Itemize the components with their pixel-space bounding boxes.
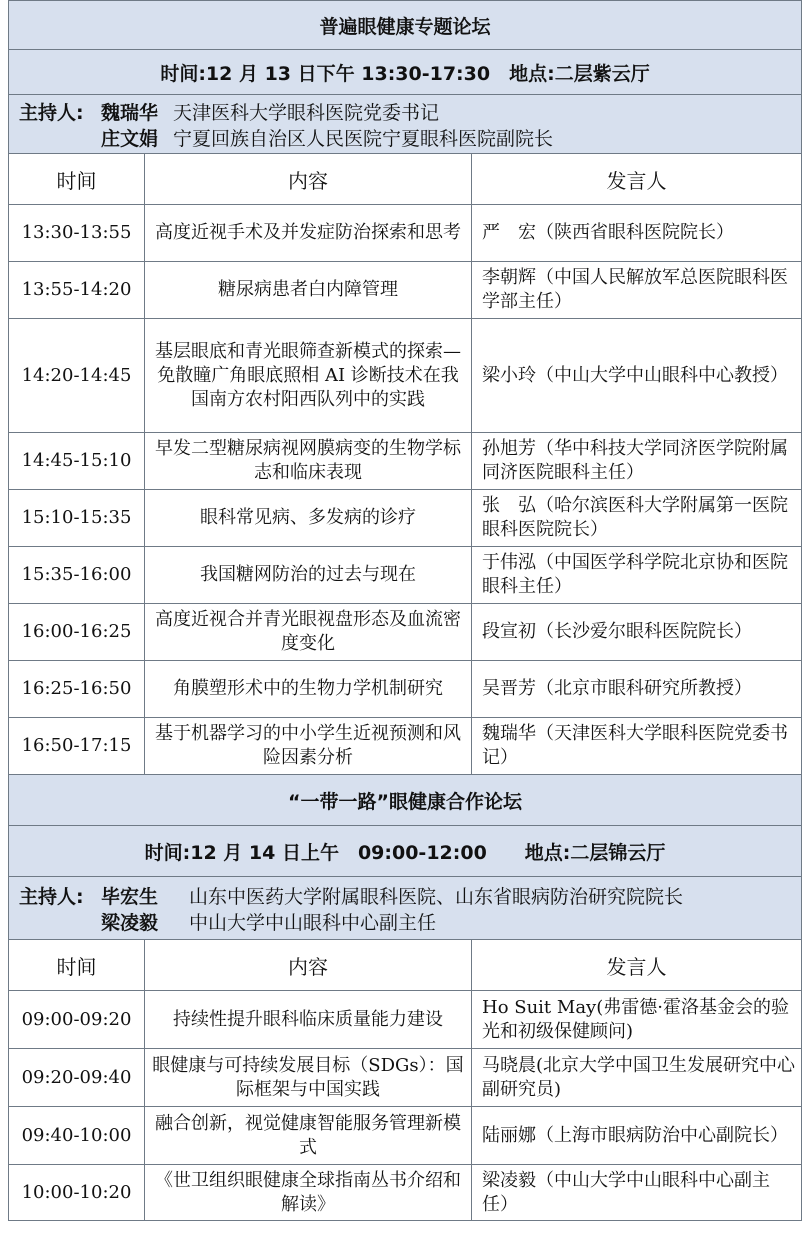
session-time: 15:10-15:35 [9, 490, 145, 547]
column-header-speaker: 发言人 [472, 154, 802, 205]
session-speaker: Ho Suit May(弗雷德·霍洛基金会的验光和初级保健顾问) [472, 991, 802, 1049]
session-time: 09:40-10:00 [9, 1107, 145, 1165]
session-content: 我国糖网防治的过去与现在 [145, 547, 472, 604]
session-speaker: 李朝辉（中国人民解放军总医院眼科医学部主任） [472, 262, 802, 319]
table-row [9, 205, 802, 262]
session-time: 14:20-14:45 [9, 319, 145, 433]
host-title: 天津医科大学眼科医院党委书记 [173, 101, 440, 124]
session-time: 10:00-10:20 [9, 1165, 145, 1221]
host-name: 魏瑞华 [101, 101, 159, 124]
forum2-hosts [9, 877, 802, 940]
session-speaker: 严 宏（陕西省眼科医院院长） [472, 205, 802, 262]
host-name: 梁凌毅 [101, 911, 159, 934]
table-row [9, 319, 802, 433]
session-time: 16:25-16:50 [9, 661, 145, 718]
forum1-title: 普遍眼健康专题论坛 [9, 1, 802, 50]
session-content: 角膜塑形术中的生物力学机制研究 [145, 661, 472, 718]
column-header-time: 时间 [9, 154, 145, 205]
session-content: 融合创新，视觉健康智能服务管理新模式 [145, 1107, 472, 1165]
session-speaker: 段宣初（长沙爱尔眼科医院院长） [472, 604, 802, 661]
session-content: 眼科常见病、多发病的诊疗 [145, 490, 472, 547]
forum2-header-row [9, 940, 802, 991]
session-content: 基层眼底和青光眼筛查新模式的探索—免散瞳广角眼底照相 AI 诊断技术在我国南方农村阳西队列中的实践 [145, 319, 472, 433]
host-title: 宁夏回族自治区人民医院宁夏眼科医院副院长 [173, 127, 554, 150]
forum1-header-row [9, 154, 802, 205]
table-row [9, 490, 802, 547]
host-name: 庄文娟 [101, 127, 159, 150]
session-content: 基于机器学习的中小学生近视预测和风险因素分析 [145, 718, 472, 775]
session-speaker: 张 弘（哈尔滨医科大学附属第一医院眼科医院院长） [472, 490, 802, 547]
table-row [9, 1165, 802, 1221]
host-title: 中山大学中山眼科中心副主任 [189, 911, 437, 934]
session-time: 15:35-16:00 [9, 547, 145, 604]
column-header-content: 内容 [145, 940, 472, 991]
session-speaker: 梁小玲（中山大学中山眼科中心教授） [472, 319, 802, 433]
schedule-table [8, 0, 802, 1221]
table-row [9, 661, 802, 718]
session-content: 糖尿病患者白内障管理 [145, 262, 472, 319]
session-time: 13:30-13:55 [9, 205, 145, 262]
table-row [9, 718, 802, 775]
session-time: 09:00-09:20 [9, 991, 145, 1049]
session-time: 13:55-14:20 [9, 262, 145, 319]
session-speaker: 吴晋芳（北京市眼科研究所教授） [472, 661, 802, 718]
forum1-time-location: 时间:12 月 13 日下午 13:30-17:30 地点:二层紫云厅 [9, 50, 802, 95]
host-label: 主持人: [19, 101, 84, 124]
forum2-title: “一带一路”眼健康合作论坛 [9, 775, 802, 826]
session-time: 09:20-09:40 [9, 1049, 145, 1107]
column-header-speaker: 发言人 [472, 940, 802, 991]
host-name: 毕宏生 [101, 885, 159, 908]
forum2-time-location: 时间:12 月 14 日上午 09:00-12:00 地点:二层锦云厅 [9, 826, 802, 877]
session-content: 眼健康与可持续发展目标（SDGs）：国际框架与中国实践 [145, 1049, 472, 1107]
table-row [9, 547, 802, 604]
session-speaker: 马晓晨(北京大学中国卫生发展研究中心副研究员) [472, 1049, 802, 1107]
session-speaker: 梁凌毅（中山大学中山眼科中心副主任） [472, 1165, 802, 1221]
host-title: 山东中医药大学附属眼科医院、山东省眼病防治研究院院长 [189, 885, 684, 908]
session-content: 持续性提升眼科临床质量能力建设 [145, 991, 472, 1049]
session-content: 《世卫组织眼健康全球指南丛书介绍和解读》 [145, 1165, 472, 1221]
table-row [9, 262, 802, 319]
column-header-time: 时间 [9, 940, 145, 991]
session-speaker: 于伟泓（中国医学科学院北京协和医院眼科主任） [472, 547, 802, 604]
session-time: 16:50-17:15 [9, 718, 145, 775]
table-row [9, 1107, 802, 1165]
session-speaker: 魏瑞华（天津医科大学眼科医院党委书记） [472, 718, 802, 775]
session-time: 14:45-15:10 [9, 433, 145, 490]
host-label: 主持人: [19, 885, 84, 908]
session-content: 早发二型糖尿病视网膜病变的生物学标志和临床表现 [145, 433, 472, 490]
table-row [9, 1049, 802, 1107]
session-content: 高度近视合并青光眼视盘形态及血流密度变化 [145, 604, 472, 661]
table-row [9, 604, 802, 661]
table-row [9, 991, 802, 1049]
session-speaker: 孙旭芳（华中科技大学同济医学院附属同济医院眼科主任） [472, 433, 802, 490]
session-content: 高度近视手术及并发症防治探索和思考 [145, 205, 472, 262]
column-header-content: 内容 [145, 154, 472, 205]
forum1-hosts [9, 95, 802, 154]
table-row [9, 433, 802, 490]
session-speaker: 陆丽娜（上海市眼病防治中心副院长） [472, 1107, 802, 1165]
session-time: 16:00-16:25 [9, 604, 145, 661]
